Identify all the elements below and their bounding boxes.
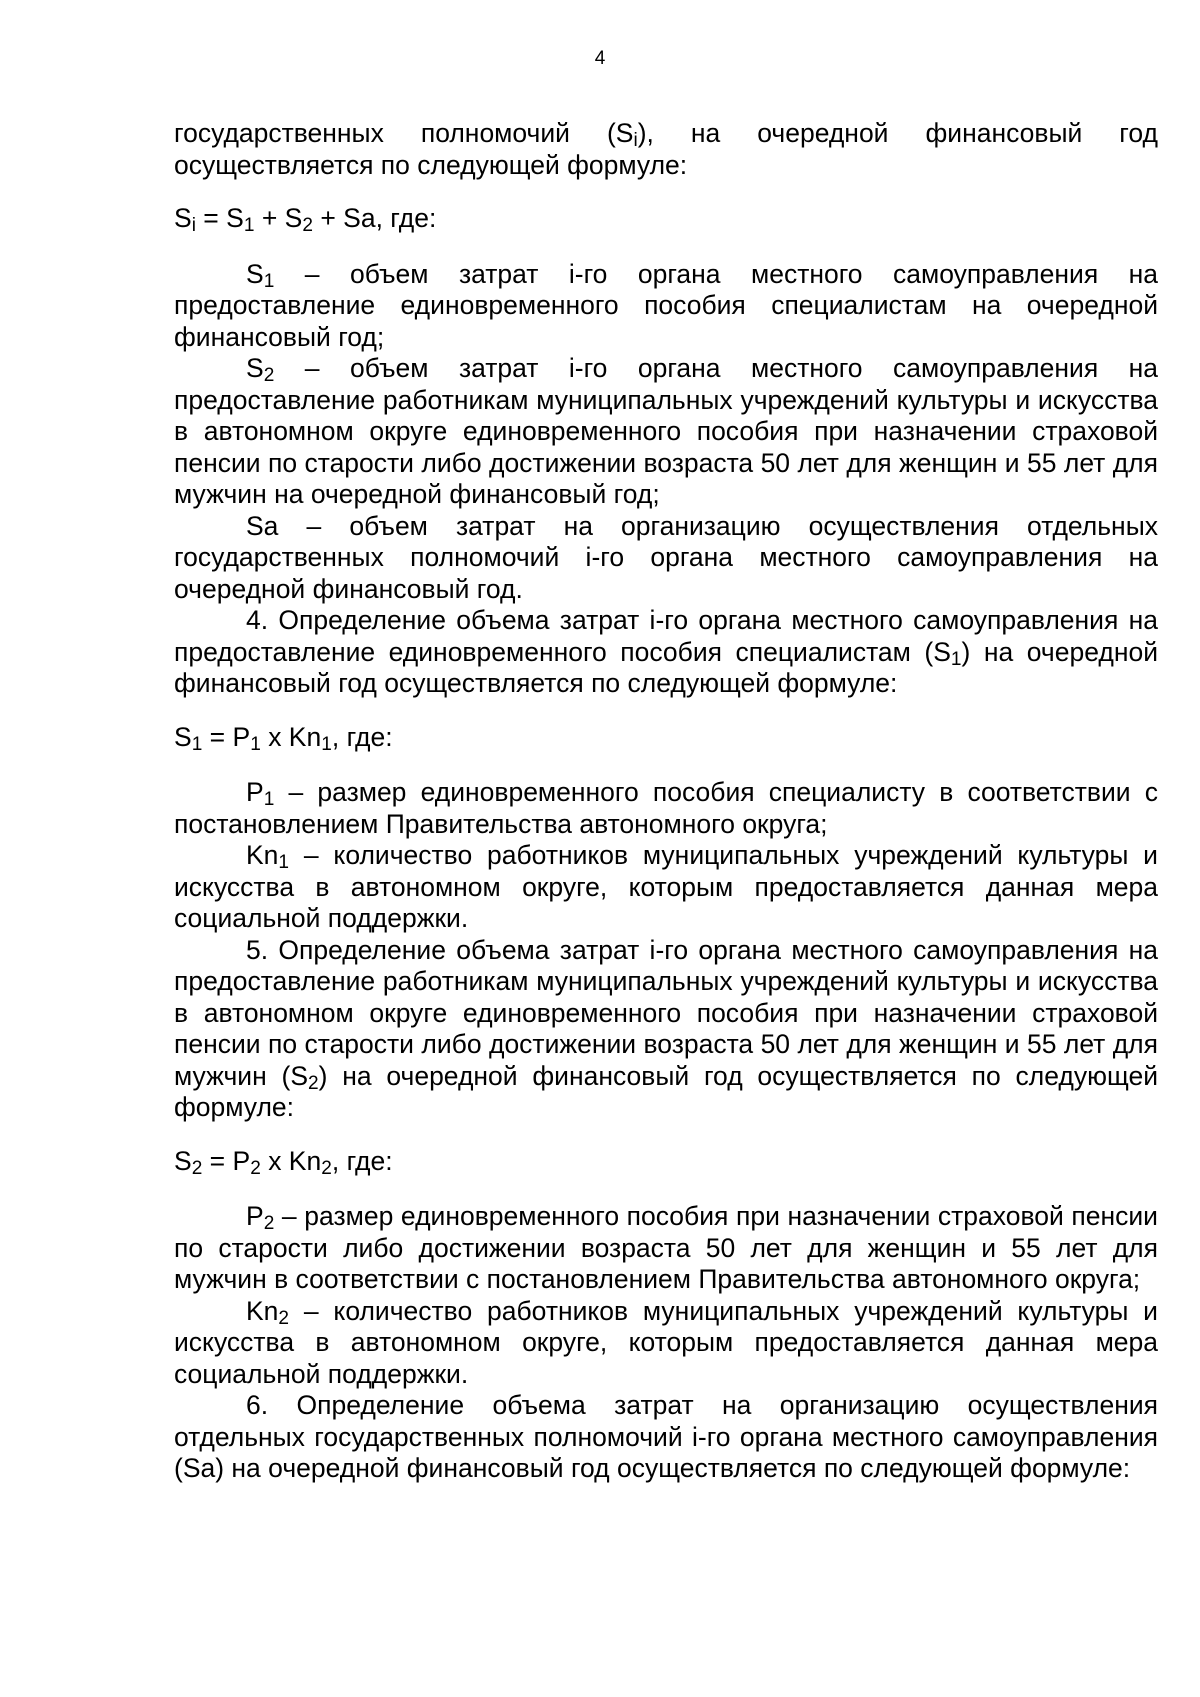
formula-si: $S_i = S_1 + S_2 + Sa$, где: [174,203,437,237]
paragraph-6: 6. Определение объема затрат на организацию осуществления отдельных государственных полномочий i-го органа местного самоуправления (Sa) на очередной финансовый год осуществляется по следующей формуле: [174,1390,1158,1483]
definition-p1: $P_1$ – размер единовременного пособия специалисту в соответствии с постановлением Правительства автономного округа; [174,777,1158,839]
definition-s2: $S_2$ – объем затрат i-го органа местного самоуправления на предоставление работникам муниципальных учреждений культуры и искусства в автономном округе единовременного пособия при назначении страховой пенсии по старости либо достижении возраста 50 лет для женщин и 55 лет для мужчин на очередной финансовый год; [174,353,1158,509]
definition-s1: $S_1$ – объем затрат i-го органа местного самоуправления на предоставление единовременного пособия специалистам на очередной финансовый год; [174,258,1158,352]
definition-kn2: $Kn_2$ – количество работников муниципальных учреждений культуры и искусства в автономном округе, которым предоставляется данная мера социальной поддержки. [174,1295,1158,1389]
definition-sa: Sa – объем затрат на организацию осуществления отдельных государственных полномочий i-го органа местного самоуправления на очередной финансовый год. [174,510,1158,604]
formula-s2: $S_2 = P_2$ x $Kn_2$, где: [174,1145,393,1179]
paragraph-5: 5. Определение объема затрат i-го органа местного самоуправления на предоставление работникам муниципальных учреждений культуры и искусства в автономном округе единовременного пособия при назначении страховой пенсии по старости либо достижении возраста 50 лет для женщин и 55 лет для мужчин $(S_2)$ на очередной финансовый год осуществляется по следующей формуле: [174,934,1158,1122]
formula-s1: $S_1 = P_1$ x $Kn_1$, где: [174,721,393,755]
paragraph-continuation: государственных полномочий $(S_i)$, на очередной финансовый год осуществляется по следующей формуле: [174,118,1158,180]
page-number: 4 [594,48,606,69]
definition-kn1: $Kn_1$ – количество работников муниципальных учреждений культуры и искусства в автономном округе, которым предоставляется данная мера социальной поддержки. [174,840,1158,933]
document-body [174,118,1158,1485]
definition-p2: $P_2$ – размер единовременного пособия при назначении страховой пенсии по старости либо достижении возраста 50 лет для женщин и 55 лет для мужчин в соответствии с постановлением Правительства автономного округа; [174,1201,1158,1294]
paragraph-4: 4. Определение объема затрат i-го органа местного самоуправления на предоставление единовременного пособия специалистам $(S_1)$ на очередной финансовый год осуществляется по следующей формуле: [174,605,1158,698]
